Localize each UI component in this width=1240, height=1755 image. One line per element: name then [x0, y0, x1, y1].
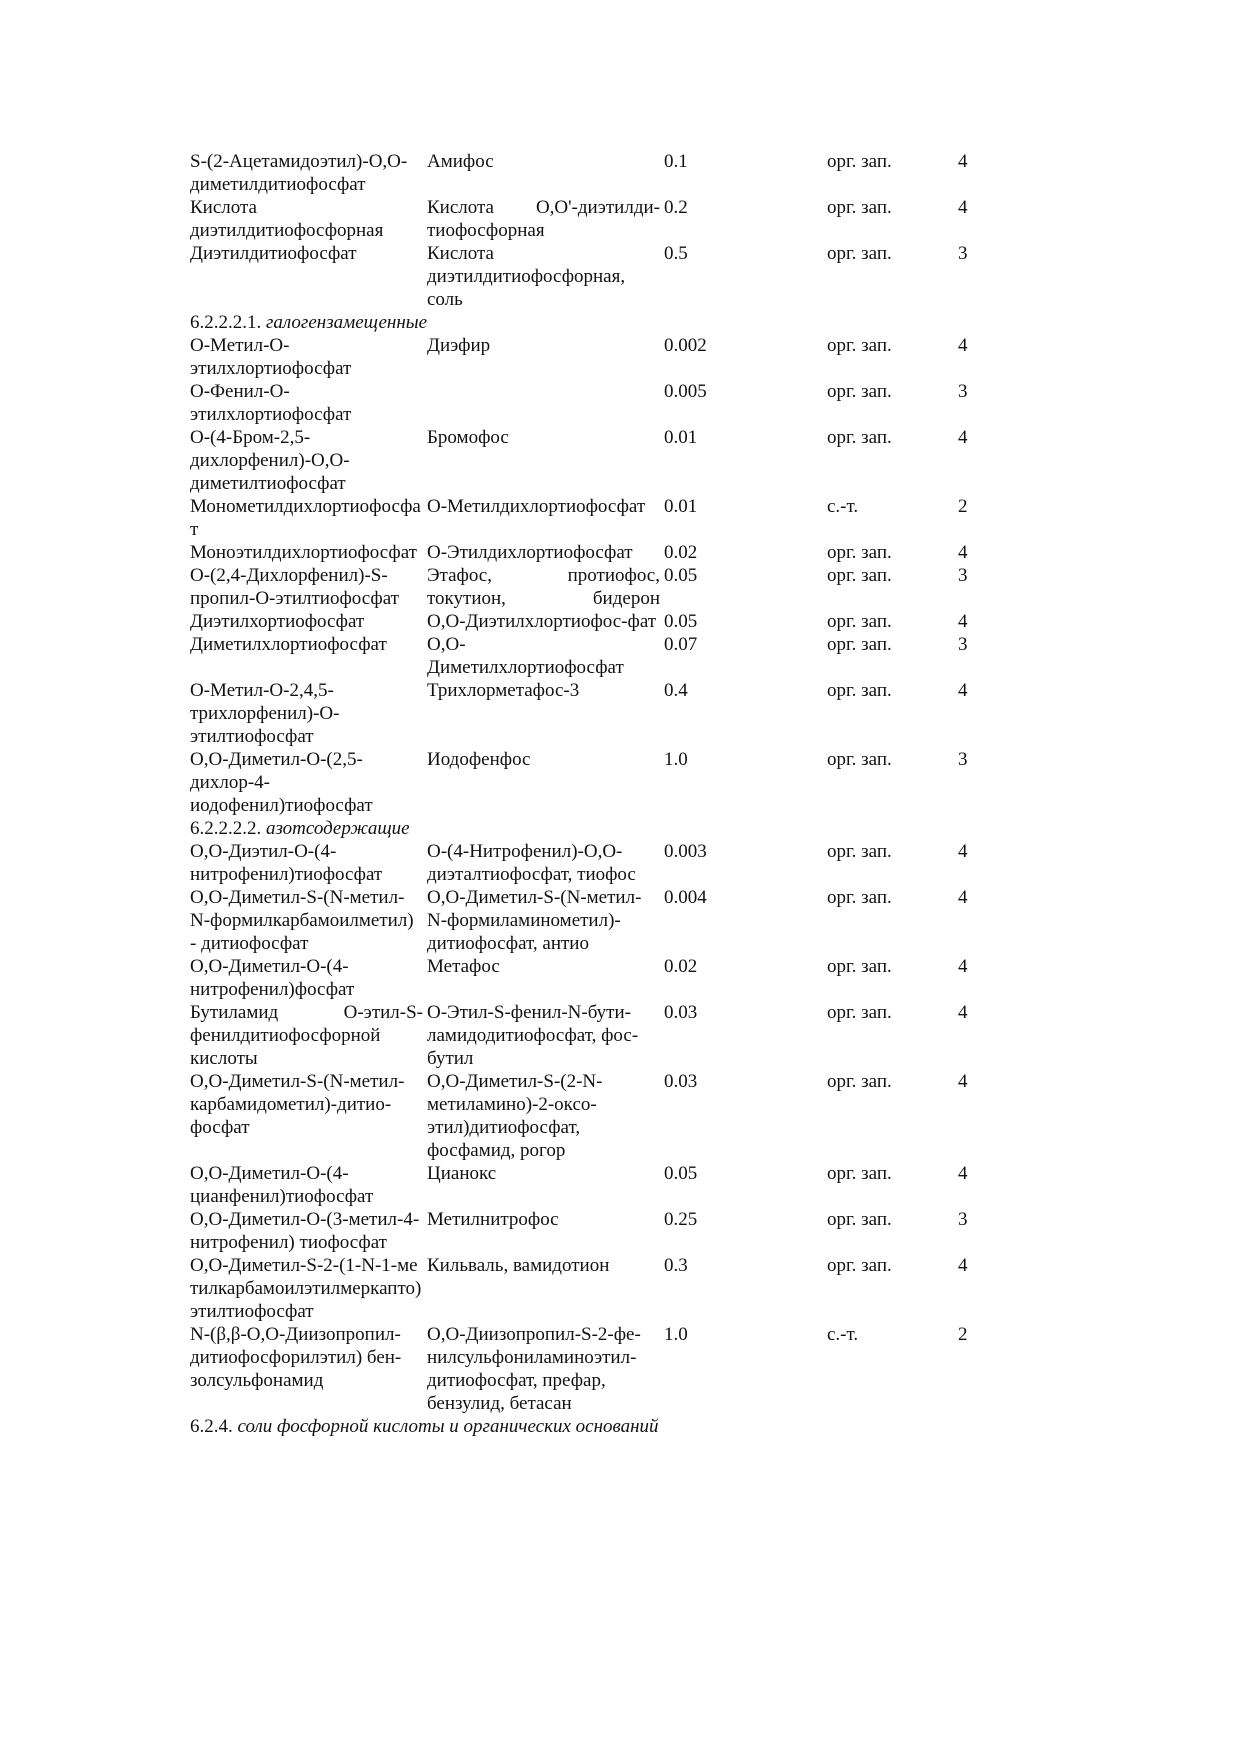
hazard-class: 4	[958, 427, 968, 448]
table-row	[190, 886, 980, 955]
synonym: Кильваль, вамидотион	[427, 1255, 610, 1276]
hazard-class: 3	[958, 381, 968, 402]
concentration: 0.004	[664, 887, 707, 908]
section-heading	[190, 1415, 980, 1438]
synonym: О-Метилдихлортиофосфат	[427, 496, 646, 517]
synonym: Метилнитрофос	[427, 1209, 559, 1230]
section-title: галогензамещенные	[266, 312, 428, 333]
table-row	[190, 1208, 980, 1254]
table-row	[190, 150, 980, 196]
substance-name: О-Метил-О-этилхлортиофосфат	[190, 335, 352, 379]
table-row	[190, 541, 980, 564]
hazard-indicator: орг. зап.	[827, 749, 892, 770]
substances-table	[190, 150, 980, 1438]
concentration: 0.03	[664, 1002, 698, 1023]
substance-name: О-Фенил-О-этилхлортиофосфат	[190, 381, 352, 425]
document-page	[190, 150, 980, 1438]
hazard-class: 4	[958, 151, 968, 172]
concentration: 0.05	[664, 1163, 698, 1184]
hazard-indicator: орг. зап.	[827, 887, 892, 908]
section-number: 6.2.2.2.2.	[190, 818, 266, 839]
table-row	[190, 1162, 980, 1208]
hazard-indicator: орг. зап.	[827, 841, 892, 862]
substance-name: S-(2-Ацетамидоэтил)-O,O-диметилдитиофосфат	[190, 151, 408, 195]
hazard-indicator: орг. зап.	[827, 1209, 892, 1230]
synonym: Иодофенфос	[427, 749, 531, 770]
synonym: О-(4-Нитрофенил)-О,О-диэталтиофосфат, тиофос	[427, 841, 636, 885]
hazard-class: 3	[958, 565, 968, 586]
hazard-class: 4	[958, 1002, 968, 1023]
table-row	[190, 495, 980, 541]
hazard-class: 4	[958, 841, 968, 862]
hazard-class: 2	[958, 496, 968, 517]
hazard-indicator: орг. зап.	[827, 542, 892, 563]
substance-name: О,О-Диметил-О-(4-цианфенил)тиофосфат	[190, 1163, 374, 1207]
substance-name: Бутиламид О-этил-S-фенилдитиофосфорной кислоты	[190, 1002, 423, 1069]
synonym: Диэфир	[427, 335, 491, 356]
hazard-class: 4	[958, 197, 968, 218]
substance-name: О,О-Диметил-S-2-(1-N-1-метилкарбамоилэтилмеркапто)этилтиофосфат	[190, 1255, 422, 1322]
substance-name: Кислота диэтилдитиофосфорная	[190, 197, 384, 241]
synonym: Амифос	[427, 151, 494, 172]
substance-name: O-(4-Бром-2,5-дихлорфенил)-О,О-диметилтиофосфат	[190, 427, 350, 494]
hazard-indicator: орг. зап.	[827, 1163, 892, 1184]
hazard-indicator: орг. зап.	[827, 1071, 892, 1092]
section-number: 6.2.4.	[190, 1416, 238, 1437]
concentration: 0.2	[664, 197, 688, 218]
concentration: 0.01	[664, 427, 698, 448]
concentration: 0.07	[664, 634, 698, 655]
hazard-indicator: орг. зап.	[827, 956, 892, 977]
synonym: Этафос, протиофос, токутион, бидерон	[427, 565, 660, 609]
concentration: 0.02	[664, 956, 698, 977]
substance-name: О,О-Диметил-S-(N-метил-N-формилкарбамоилметил) - дитиофосфат	[190, 887, 414, 954]
table-row	[190, 242, 980, 311]
hazard-indicator: орг. зап.	[827, 1255, 892, 1276]
hazard-class: 3	[958, 634, 968, 655]
substance-name: Диметилхлортиофосфат	[190, 634, 387, 655]
synonym: О,О-Диметил-S-(N-метил-N-формиламинометил)-дитиофосфат, антио	[427, 887, 642, 954]
synonym: Кислота диэтилдитиофосфорная, соль	[427, 243, 626, 310]
concentration: 0.01	[664, 496, 698, 517]
section-number: 6.2.2.2.1.	[190, 312, 266, 333]
concentration: 0.002	[664, 335, 707, 356]
hazard-indicator: орг. зап.	[827, 335, 892, 356]
synonym: Цианокс	[427, 1163, 497, 1184]
substance-name: О-(2,4-Дихлорфенил)-S-пропил-О-этилтиофосфат	[190, 565, 399, 609]
hazard-indicator: орг. зап.	[827, 243, 892, 264]
concentration: 0.003	[664, 841, 707, 862]
hazard-class: 4	[958, 1071, 968, 1092]
synonym: Бромофос	[427, 427, 509, 448]
concentration: 0.03	[664, 1071, 698, 1092]
hazard-indicator: орг. зап.	[827, 151, 892, 172]
synonym: О-Этил-S-фенил-N-бути-ламидодитиофосфат, фос-бутил	[427, 1002, 639, 1069]
section-heading	[190, 311, 980, 334]
hazard-indicator: орг. зап.	[827, 197, 892, 218]
hazard-class: 4	[958, 542, 968, 563]
concentration: 0.25	[664, 1209, 698, 1230]
concentration: 0.02	[664, 542, 698, 563]
concentration: 1.0	[664, 1324, 688, 1345]
synonym: О,О-Диметил-S-(2-N-метиламино)-2-оксо-этил)дитиофосфат, фосфамид, рогор	[427, 1071, 603, 1161]
synonym: Кислота О,О'-диэтилди-тиофосфорная	[427, 197, 660, 241]
hazard-indicator: орг. зап.	[827, 680, 892, 701]
hazard-class: 4	[958, 887, 968, 908]
synonym	[427, 380, 664, 426]
table-row	[190, 955, 980, 1001]
synonym: Трихлорметафос-3	[427, 680, 580, 701]
table-row	[190, 840, 980, 886]
substance-name: О,О-Диметил-О-(4-нитрофенил)фосфат	[190, 956, 355, 1000]
substance-name: Диэтилдитиофосфат	[190, 243, 357, 264]
hazard-class: 3	[958, 749, 968, 770]
substance-name: Монометилдихлортиофосфат	[190, 496, 421, 540]
concentration: 0.005	[664, 381, 707, 402]
hazard-class: 4	[958, 611, 968, 632]
table-row	[190, 1254, 980, 1323]
table-row	[190, 610, 980, 633]
hazard-indicator: орг. зап.	[827, 427, 892, 448]
substance-name: О,О-Диметил-S-(N-метил- карбамидометил)-дитио-фосфат	[190, 1071, 405, 1138]
hazard-class: 4	[958, 1163, 968, 1184]
hazard-class: 4	[958, 956, 968, 977]
hazard-class: 4	[958, 335, 968, 356]
hazard-class: 4	[958, 1255, 968, 1276]
synonym: Метафос	[427, 956, 500, 977]
hazard-indicator: орг. зап.	[827, 1002, 892, 1023]
hazard-class: 2	[958, 1324, 968, 1345]
concentration: 0.4	[664, 680, 688, 701]
table-row	[190, 748, 980, 817]
synonym: О,О-Диизопропил-S-2-фе-нилсульфониламиноэтил-дитиофосфат, префар, бензулид, бетасан	[427, 1324, 641, 1414]
hazard-indicator: с.-т.	[827, 496, 859, 517]
hazard-class: 3	[958, 1209, 968, 1230]
table-row	[190, 334, 980, 380]
section-title: соли фосфорной кислоты и органических оснований	[237, 1416, 659, 1437]
substance-name: N-(β,β-О,О-Диизопропил-дитиофосфорилэтил) бен-золсульфонамид	[190, 1324, 402, 1391]
concentration: 1.0	[664, 749, 688, 770]
synonym: О,О-Диэтилхлортиофос-фат	[427, 611, 657, 632]
table-row	[190, 1323, 980, 1415]
substance-name: Моноэтилдихлортиофосфат	[190, 542, 417, 563]
table-row	[190, 380, 980, 426]
substance-name: О,О-Диметил-О-(2,5-дихлор-4-иодофенил)тиофосфат	[190, 749, 373, 816]
hazard-indicator: орг. зап.	[827, 611, 892, 632]
concentration: 0.3	[664, 1255, 688, 1276]
synonym: О-Этилдихлортиофосфат	[427, 542, 633, 563]
concentration: 0.5	[664, 243, 688, 264]
hazard-class: 4	[958, 680, 968, 701]
hazard-indicator: орг. зап.	[827, 565, 892, 586]
substance-name: Диэтилхортиофосфат	[190, 611, 365, 632]
concentration: 0.05	[664, 611, 698, 632]
table-row	[190, 564, 980, 610]
hazard-class: 3	[958, 243, 968, 264]
hazard-indicator: с.-т.	[827, 1324, 859, 1345]
hazard-indicator: орг. зап.	[827, 634, 892, 655]
hazard-indicator: орг. зап.	[827, 381, 892, 402]
substance-name: О-Метил-О-2,4,5-трихлорфенил)-О-этилтиофосфат	[190, 680, 340, 747]
concentration: 0.1	[664, 151, 688, 172]
concentration: 0.05	[664, 565, 698, 586]
substance-name: О,О-Диэтил-О-(4-нитрофенил)тиофосфат	[190, 841, 383, 885]
table-row	[190, 1070, 980, 1162]
table-row	[190, 1001, 980, 1070]
table-row	[190, 426, 980, 495]
section-heading	[190, 817, 980, 840]
section-title: азотсодержащие	[266, 818, 410, 839]
table-row	[190, 633, 980, 679]
table-row	[190, 196, 980, 242]
substance-name: О,О-Диметил-О-(3-метил-4-нитрофенил) тиофосфат	[190, 1209, 420, 1253]
synonym: О,О-Диметилхлортиофосфат	[427, 634, 624, 678]
table-row	[190, 679, 980, 748]
